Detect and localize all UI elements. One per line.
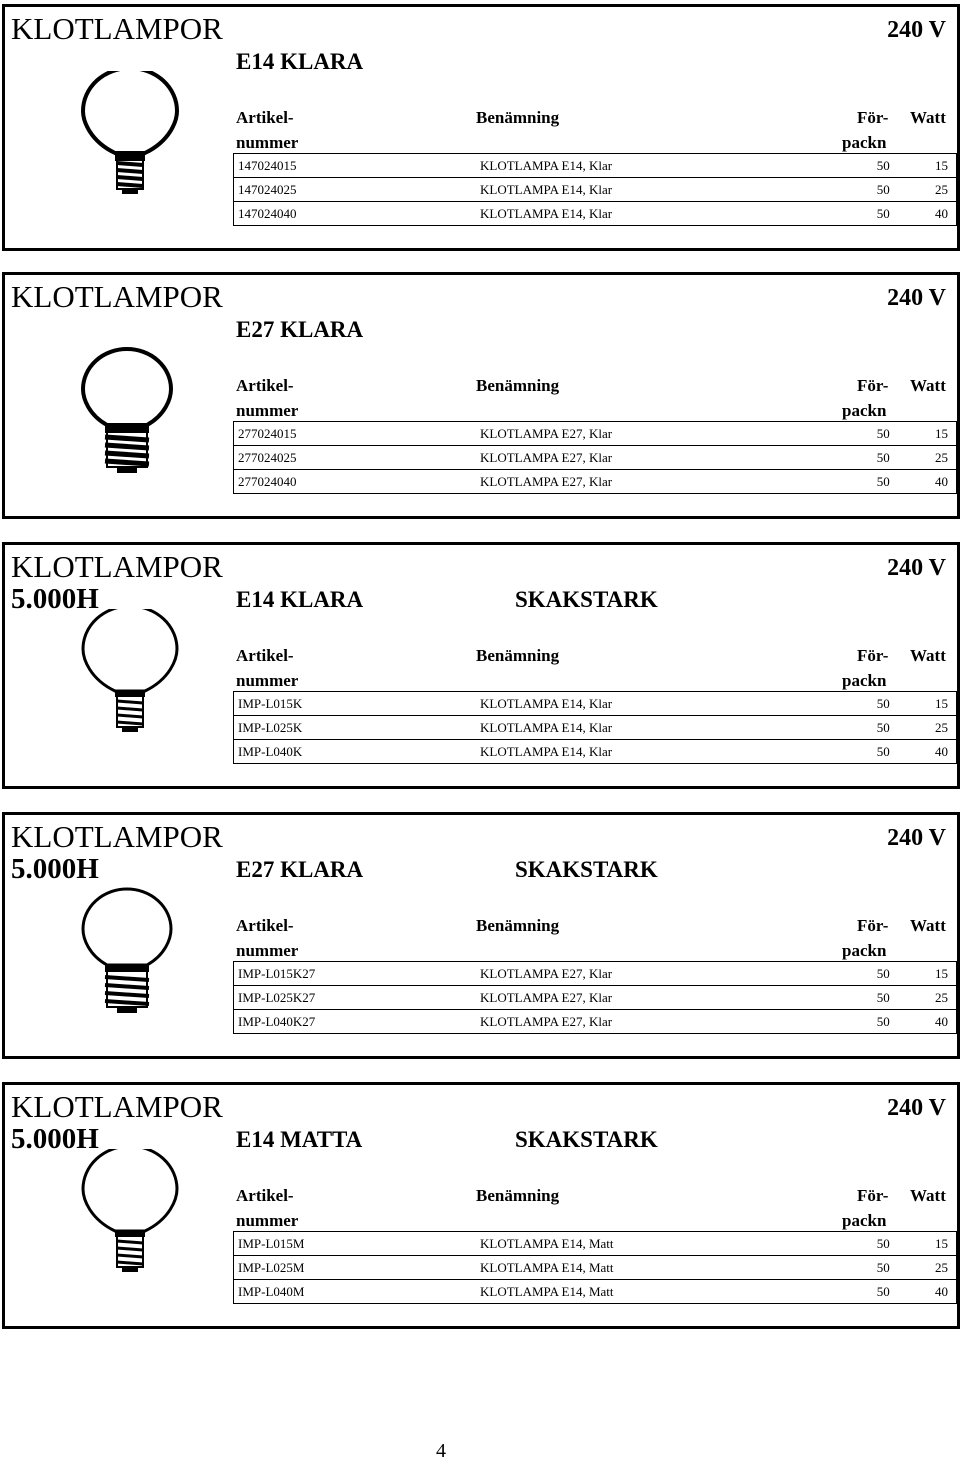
wattage: 40 (894, 470, 957, 494)
article-number: IMP-L040K27 (234, 1010, 477, 1034)
article-number: IMP-L025K27 (234, 986, 477, 1010)
table-row (234, 1256, 957, 1280)
article-number: IMP-L025K (234, 716, 477, 740)
wattage: 40 (894, 1280, 957, 1304)
product-name: KLOTLAMPA E27, Klar (476, 470, 825, 494)
product-name: KLOTLAMPA E14, Matt (476, 1232, 825, 1256)
col-header-for: För- (857, 1186, 889, 1205)
article-number: 147024015 (234, 154, 477, 178)
e14-matte-bulb-icon (75, 1149, 185, 1279)
col-header-for: För- (857, 646, 889, 665)
wattage: 40 (894, 1010, 957, 1034)
product-name: KLOTLAMPA E14, Klar (476, 154, 825, 178)
wattage: 25 (894, 716, 957, 740)
voltage-label: 240 V (887, 825, 946, 851)
product-name: KLOTLAMPA E14, Matt (476, 1280, 825, 1304)
shockproof-label: SKAKSTARK (515, 587, 658, 612)
wattage: 15 (894, 1232, 957, 1256)
page-number: 4 (436, 1440, 446, 1462)
col-header-for: För- (857, 108, 889, 127)
product-section-1 (2, 4, 960, 251)
product-section-2 (2, 272, 960, 519)
section-title: KLOTLAMPOR (11, 819, 223, 854)
section-title: KLOTLAMPOR (11, 549, 223, 584)
product-name: KLOTLAMPA E27, Klar (476, 446, 825, 470)
voltage-label: 240 V (887, 17, 946, 43)
col-header-benamning: Benämning (476, 916, 560, 935)
product-table (233, 691, 957, 764)
table-row (234, 470, 957, 494)
pack-quantity: 50 (825, 740, 893, 764)
section-subtitle: E27 KLARA (236, 317, 364, 342)
wattage: 25 (894, 446, 957, 470)
e14-bulb-icon (75, 71, 185, 201)
table-row (234, 740, 957, 764)
table-row (234, 202, 957, 226)
pack-quantity: 50 (825, 422, 893, 446)
wattage: 40 (894, 202, 957, 226)
col-header-benamning: Benämning (476, 376, 560, 395)
pack-quantity: 50 (825, 446, 893, 470)
col-header-nummer: nummer (236, 133, 299, 152)
article-number: IMP-L015M (234, 1232, 477, 1256)
section-title: KLOTLAMPOR (11, 11, 223, 46)
table-row (234, 962, 957, 986)
col-header-benamning: Benämning (476, 646, 560, 665)
col-header-watt: Watt (910, 1186, 946, 1205)
wattage: 25 (894, 178, 957, 202)
col-header-for: För- (857, 376, 889, 395)
table-row (234, 422, 957, 446)
shockproof-label: SKAKSTARK (515, 1127, 658, 1152)
section-subtitle: E14 KLARA (236, 49, 364, 74)
product-table (233, 153, 957, 226)
shockproof-label: SKAKSTARK (515, 857, 658, 882)
article-number: IMP-L015K (234, 692, 477, 716)
lifetime-label: 5.000H (11, 583, 99, 615)
product-name: KLOTLAMPA E27, Klar (476, 1010, 825, 1034)
product-table (233, 961, 957, 1034)
section-title: KLOTLAMPOR (11, 279, 223, 314)
pack-quantity: 50 (825, 1232, 893, 1256)
col-header-watt: Watt (910, 376, 946, 395)
col-header-nummer: nummer (236, 671, 299, 690)
pack-quantity: 50 (825, 470, 893, 494)
wattage: 25 (894, 986, 957, 1010)
wattage: 15 (894, 962, 957, 986)
product-name: KLOTLAMPA E27, Klar (476, 962, 825, 986)
voltage-label: 240 V (887, 555, 946, 581)
e14-bulb-icon (75, 609, 185, 739)
pack-quantity: 50 (825, 178, 893, 202)
article-number: 277024025 (234, 446, 477, 470)
article-number: 277024040 (234, 470, 477, 494)
product-table (233, 1231, 957, 1304)
col-header-packn: packn (842, 133, 887, 152)
table-row (234, 1280, 957, 1304)
pack-quantity: 50 (825, 962, 893, 986)
pack-quantity: 50 (825, 986, 893, 1010)
product-name: KLOTLAMPA E14, Klar (476, 202, 825, 226)
product-name: KLOTLAMPA E27, Klar (476, 422, 825, 446)
col-header-watt: Watt (910, 646, 946, 665)
wattage: 15 (894, 422, 957, 446)
wattage: 25 (894, 1256, 957, 1280)
col-header-watt: Watt (910, 108, 946, 127)
table-row (234, 1010, 957, 1034)
article-number: 147024025 (234, 178, 477, 202)
wattage: 40 (894, 740, 957, 764)
product-name: KLOTLAMPA E14, Klar (476, 692, 825, 716)
article-number: IMP-L040K (234, 740, 477, 764)
product-section-4 (2, 812, 960, 1059)
product-name: KLOTLAMPA E14, Matt (476, 1256, 825, 1280)
pack-quantity: 50 (825, 716, 893, 740)
col-header-nummer: nummer (236, 1211, 299, 1230)
wattage: 15 (894, 154, 957, 178)
section-title: KLOTLAMPOR (11, 1089, 223, 1124)
product-name: KLOTLAMPA E14, Klar (476, 178, 825, 202)
lifetime-label: 5.000H (11, 1123, 99, 1155)
col-header-nummer: nummer (236, 401, 299, 420)
col-header-benamning: Benämning (476, 108, 560, 127)
article-number: IMP-L040M (234, 1280, 477, 1304)
product-name: KLOTLAMPA E14, Klar (476, 716, 825, 740)
col-header-artikel: Artikel- (236, 1186, 294, 1205)
product-section-3 (2, 542, 960, 789)
col-header-benamning: Benämning (476, 1186, 560, 1205)
col-header-artikel: Artikel- (236, 376, 294, 395)
pack-quantity: 50 (825, 1280, 893, 1304)
col-header-artikel: Artikel- (236, 916, 294, 935)
table-row (234, 716, 957, 740)
col-header-packn: packn (842, 941, 887, 960)
article-number: 277024015 (234, 422, 477, 446)
pack-quantity: 50 (825, 1010, 893, 1034)
table-row (234, 692, 957, 716)
col-header-for: För- (857, 916, 889, 935)
pack-quantity: 50 (825, 202, 893, 226)
article-number: IMP-L015K27 (234, 962, 477, 986)
product-name: KLOTLAMPA E14, Klar (476, 740, 825, 764)
voltage-label: 240 V (887, 285, 946, 311)
pack-quantity: 50 (825, 692, 893, 716)
section-subtitle: E14 MATTA (236, 1127, 363, 1152)
col-header-watt: Watt (910, 916, 946, 935)
e27-bulb-icon (77, 887, 177, 1027)
article-number: IMP-L025M (234, 1256, 477, 1280)
table-row (234, 154, 957, 178)
voltage-label: 240 V (887, 1095, 946, 1121)
col-header-packn: packn (842, 401, 887, 420)
section-subtitle: E14 KLARA (236, 587, 364, 612)
col-header-packn: packn (842, 671, 887, 690)
article-number: 147024040 (234, 202, 477, 226)
product-section-5 (2, 1082, 960, 1329)
wattage: 15 (894, 692, 957, 716)
pack-quantity: 50 (825, 1256, 893, 1280)
product-table (233, 421, 957, 494)
table-row (234, 1232, 957, 1256)
table-row (234, 986, 957, 1010)
col-header-artikel: Artikel- (236, 646, 294, 665)
pack-quantity: 50 (825, 154, 893, 178)
col-header-packn: packn (842, 1211, 887, 1230)
section-subtitle: E27 KLARA (236, 857, 364, 882)
table-row (234, 446, 957, 470)
col-header-artikel: Artikel- (236, 108, 294, 127)
e27-bulb-icon (77, 347, 177, 487)
lifetime-label: 5.000H (11, 853, 99, 885)
col-header-nummer: nummer (236, 941, 299, 960)
table-row (234, 178, 957, 202)
product-name: KLOTLAMPA E27, Klar (476, 986, 825, 1010)
